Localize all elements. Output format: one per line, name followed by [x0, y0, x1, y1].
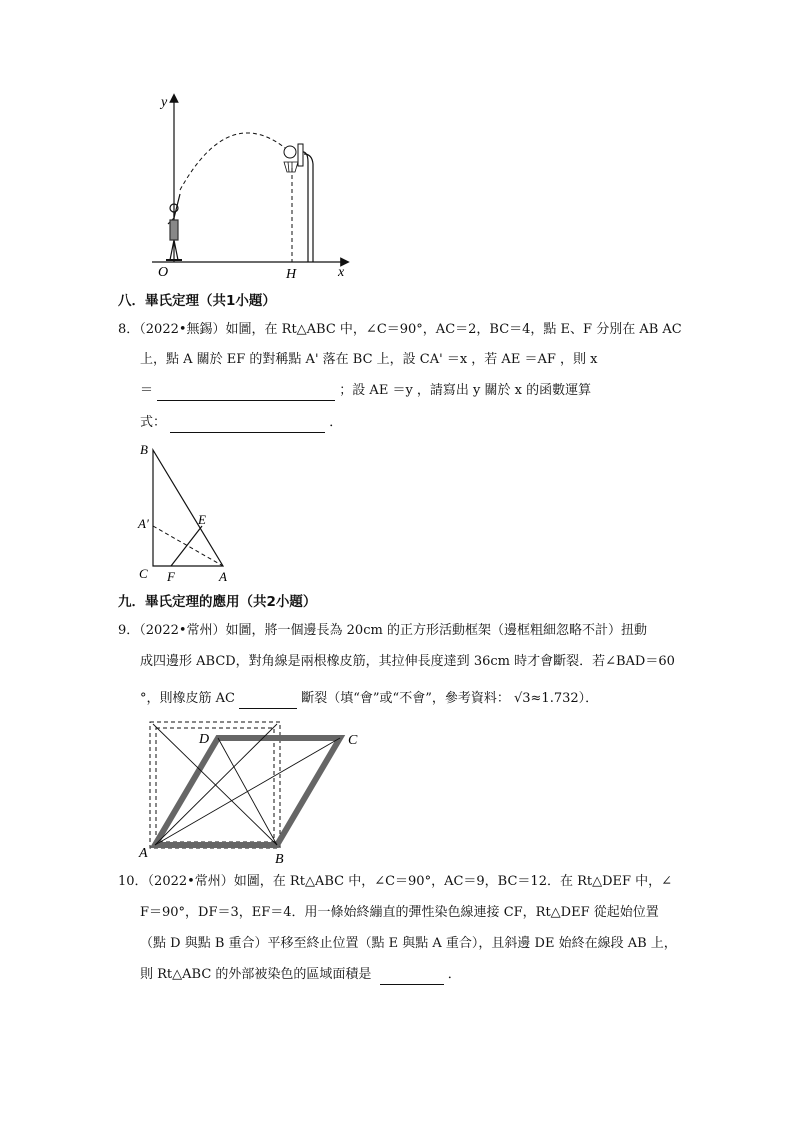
q9-answer-blank[interactable] — [239, 694, 297, 709]
diagonal-bd — [218, 738, 277, 845]
q10-line-1: 10．（2022•常州）如圖，在 Rt△ABC 中，∠C＝90°，AC＝9，BC＝12．在 Rt△DEF 中，∠ — [118, 874, 673, 889]
q8-line-3-text: ；設 AE ＝y ，請寫出 y 關於 x 的函數運算 — [339, 383, 592, 398]
label-d: D — [199, 732, 210, 747]
label-a-prime: A′ — [138, 516, 149, 531]
q9-line-3-middle: 斷裂（填“會”或“不會”，參考資料： — [301, 691, 510, 706]
ball-trajectory — [180, 133, 290, 190]
triangle-figure-8 — [135, 438, 245, 588]
q10-answer-blank[interactable] — [380, 970, 444, 985]
q10-period: ． — [447, 967, 461, 982]
label-f: F — [167, 569, 175, 584]
q8-line-1: 8．（2022•無錫）如圖，在 Rt△ABC 中，∠C＝90°，AC＝2，BC＝4，點 E、F 分別在 AB AC — [118, 322, 682, 337]
label-b: B — [140, 442, 148, 457]
y-axis-label: y — [161, 95, 168, 110]
x-axis-label: x — [338, 265, 345, 280]
section-9-title: 九．畢氏定理的應用（共2小題） — [118, 594, 317, 610]
label-a: A — [139, 846, 148, 861]
q8-period: ． — [329, 415, 343, 430]
basketball-figure — [140, 90, 370, 285]
label-c: C — [348, 733, 358, 748]
segment-fe — [171, 526, 202, 566]
rhombus-figure-9 — [135, 720, 375, 870]
label-b: B — [275, 852, 284, 867]
q10-line-2: F＝90°，DF＝3，EF＝4．用一條始終繃直的彈性染色線連接 CF，Rt△DEF 從起始位置 — [140, 905, 659, 920]
origin-label: O — [158, 265, 169, 280]
hoop-stand — [300, 152, 313, 262]
q9-line-3-end: √3≈1.732）． — [513, 691, 599, 706]
q8-line-3 — [140, 381, 700, 401]
q10-line-4 — [140, 965, 700, 985]
ball — [284, 146, 296, 158]
q8-line-4 — [140, 413, 700, 433]
point-h-label: H — [286, 267, 297, 282]
q8-answer-blank-1[interactable] — [157, 386, 335, 401]
q8-line-2: 上，點 A 關於 EF 的對稱點 A' 落在 BC 上，設 CA' ＝x ，若 AE ＝AF ，則 x — [140, 352, 598, 367]
segment-a-prime-a-dashed — [153, 526, 223, 566]
triangle-abc — [153, 450, 223, 566]
q8-formula-label: 式： — [140, 415, 167, 430]
section-8-title: 八．畢氏定理（共1小題） — [118, 293, 276, 309]
label-c: C — [139, 566, 148, 581]
q9-line-3 — [140, 689, 700, 709]
q9-line-1: 9．（2022•常州）如圖，將一個邊長為 20cm 的正方形活動框架（邊框粗細忽略不計）扭動 — [118, 623, 647, 638]
backboard — [298, 144, 303, 166]
q10-line-3: （點 D 與點 B 重合）平移至終止位置（點 E 與點 A 重合），且斜邊 DE 始終在線段 AB 上， — [140, 936, 677, 951]
q10-line-4-text: 則 Rt△ABC 的外部被染色的區域面積是 — [140, 967, 372, 982]
label-e: E — [198, 512, 206, 527]
q8-answer-blank-2[interactable] — [170, 418, 325, 433]
q9-line-2: 成四邊形 ABCD，對角線是兩根橡皮筋，其拉伸長度達到 36cm 時才會斷裂．若∠BAD＝60 — [140, 654, 675, 669]
hoop-net — [284, 162, 298, 172]
label-a: A — [219, 569, 227, 584]
q8-eq-sign: ＝ — [140, 383, 154, 398]
q9-line-3-start: °，則橡皮筋 AC — [140, 691, 235, 706]
